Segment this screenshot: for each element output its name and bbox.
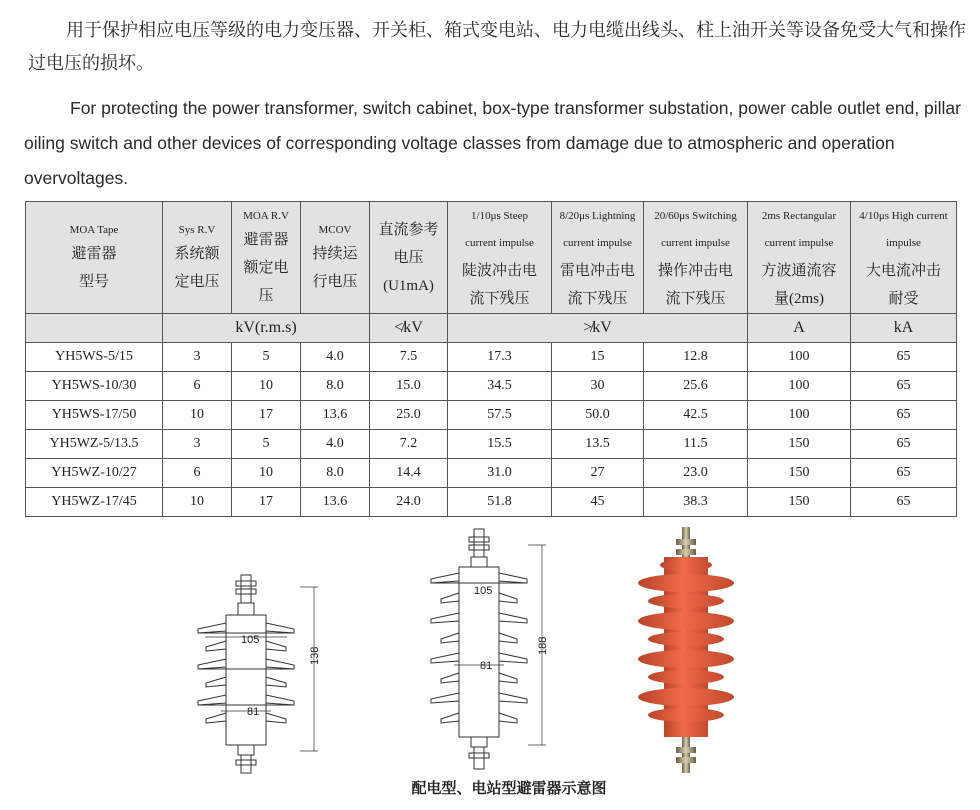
cell-model: YH5WZ-17/45 — [26, 488, 163, 517]
cell: 13.6 — [301, 401, 370, 430]
cell: 4.0 — [301, 343, 370, 372]
header-rectangular: 2ms Rectangular current impulse 方波通流容 量(2ms) — [748, 202, 851, 314]
table-row — [26, 488, 957, 517]
cell: 50.0 — [552, 401, 644, 430]
cell: 65 — [851, 430, 957, 459]
left-dim-core-label: 81 — [247, 706, 260, 718]
table-row — [26, 459, 957, 488]
cell: 65 — [851, 459, 957, 488]
table-header-row — [26, 202, 957, 314]
cell: 15.0 — [370, 372, 448, 401]
cell-model: YH5WZ-5/13.5 — [26, 430, 163, 459]
cell: 13.5 — [552, 430, 644, 459]
figure-caption: 配电型、电站型避雷器示意图 — [411, 779, 607, 797]
unit-kv-min: ≮kV — [370, 314, 448, 343]
cell: 51.8 — [448, 488, 552, 517]
cell-model: YH5WS-17/50 — [26, 401, 163, 430]
intro-chinese: 用于保护相应电压等级的电力变压器、开关柜、箱式变电站、电力电缆出线头、柱上油开关等设备免受大气和操作过电压的损坏。 — [28, 20, 966, 74]
cell: 100 — [748, 343, 851, 372]
cell: 31.0 — [448, 459, 552, 488]
cell: 150 — [748, 430, 851, 459]
cell: 5 — [232, 343, 301, 372]
unit-kv-rms: kV(r.m.s) — [163, 314, 370, 343]
cell: 38.3 — [644, 488, 748, 517]
drawing-station-type — [431, 529, 546, 769]
cell: 14.4 — [370, 459, 448, 488]
cell: 100 — [748, 401, 851, 430]
cell: 17 — [232, 401, 301, 430]
cell: 5 — [232, 430, 301, 459]
drawing-distribution-type — [198, 575, 318, 773]
cell: 7.2 — [370, 430, 448, 459]
cell: 65 — [851, 488, 957, 517]
cell: 8.0 — [301, 372, 370, 401]
cell: 15 — [552, 343, 644, 372]
unit-blank — [26, 314, 163, 343]
cell: 65 — [851, 372, 957, 401]
cell: 10 — [163, 488, 232, 517]
header-switching: 20/60μs Switching current impulse 操作冲击电 流下残压 — [644, 202, 748, 314]
cell: 23.0 — [644, 459, 748, 488]
cell: 15.5 — [448, 430, 552, 459]
cell: 150 — [748, 459, 851, 488]
header-steep: 1/10μs Steep current impulse 陡波冲击电 流下残压 — [448, 202, 552, 314]
cell: 3 — [163, 430, 232, 459]
header-moa-rv: MOA R.V 避雷器 额定电 压 — [232, 202, 301, 314]
left-dim-width-label: 105 — [241, 634, 260, 646]
cell: 17 — [232, 488, 301, 517]
cell: 27 — [552, 459, 644, 488]
unit-kv-max: ≯kV — [448, 314, 748, 343]
cell: 45 — [552, 488, 644, 517]
cell: 8.0 — [301, 459, 370, 488]
cell: 25.6 — [644, 372, 748, 401]
unit-ka: kA — [851, 314, 957, 343]
spec-table — [25, 201, 957, 517]
cell: 10 — [163, 401, 232, 430]
header-mcov: MCOV 持续运 行电压 — [301, 202, 370, 314]
table-row — [26, 401, 957, 430]
table-row — [26, 343, 957, 372]
cell: 10 — [232, 459, 301, 488]
header-high-current: 4/10μs High current impulse 大电流冲击 耐受 — [851, 202, 957, 314]
cell: 17.3 — [448, 343, 552, 372]
middle-dim-core-label: 81 — [480, 660, 493, 672]
cell: 65 — [851, 343, 957, 372]
header-sys-rv: Sys R.V 系统额 定电压 — [163, 202, 232, 314]
cell: 57.5 — [448, 401, 552, 430]
cell: 7.5 — [370, 343, 448, 372]
cell: 6 — [163, 459, 232, 488]
cell: 30 — [552, 372, 644, 401]
cell-model: YH5WS-10/30 — [26, 372, 163, 401]
cell: 24.0 — [370, 488, 448, 517]
cell: 100 — [748, 372, 851, 401]
cell: 65 — [851, 401, 957, 430]
cell: 3 — [163, 343, 232, 372]
cell: 150 — [748, 488, 851, 517]
cell: 12.8 — [644, 343, 748, 372]
cell-model: YH5WS-5/15 — [26, 343, 163, 372]
middle-dim-height-label: 188 — [537, 636, 549, 655]
left-dim-height-label: 138 — [309, 646, 321, 665]
arrester-drawings — [0, 525, 980, 775]
cell: 34.5 — [448, 372, 552, 401]
table-row — [26, 372, 957, 401]
intro-english: For protecting the power transformer, switch cabinet, box-type transformer substation, power cable outlet end, pillar oiling switch and other devices of corresponding voltage classes from damage due to atmospheric and operation overvoltages. — [24, 98, 961, 188]
cell: 6 — [163, 372, 232, 401]
middle-dim-width-label: 105 — [474, 585, 493, 597]
unit-amp: A — [748, 314, 851, 343]
header-lightning: 8/20μs Lightning current impulse 雷电冲击电 流下残压 — [552, 202, 644, 314]
cell: 25.0 — [370, 401, 448, 430]
table-unit-row — [26, 314, 957, 343]
cell: 4.0 — [301, 430, 370, 459]
cell: 13.6 — [301, 488, 370, 517]
table-row — [26, 430, 957, 459]
header-model: MOA Tape 避雷器 型号 — [26, 202, 163, 314]
cell: 10 — [232, 372, 301, 401]
header-dc-ref: 直流参考 电压 (U1mA) — [370, 202, 448, 314]
cell-model: YH5WZ-10/27 — [26, 459, 163, 488]
arrester-photo — [638, 527, 734, 773]
cell: 42.5 — [644, 401, 748, 430]
cell: 11.5 — [644, 430, 748, 459]
